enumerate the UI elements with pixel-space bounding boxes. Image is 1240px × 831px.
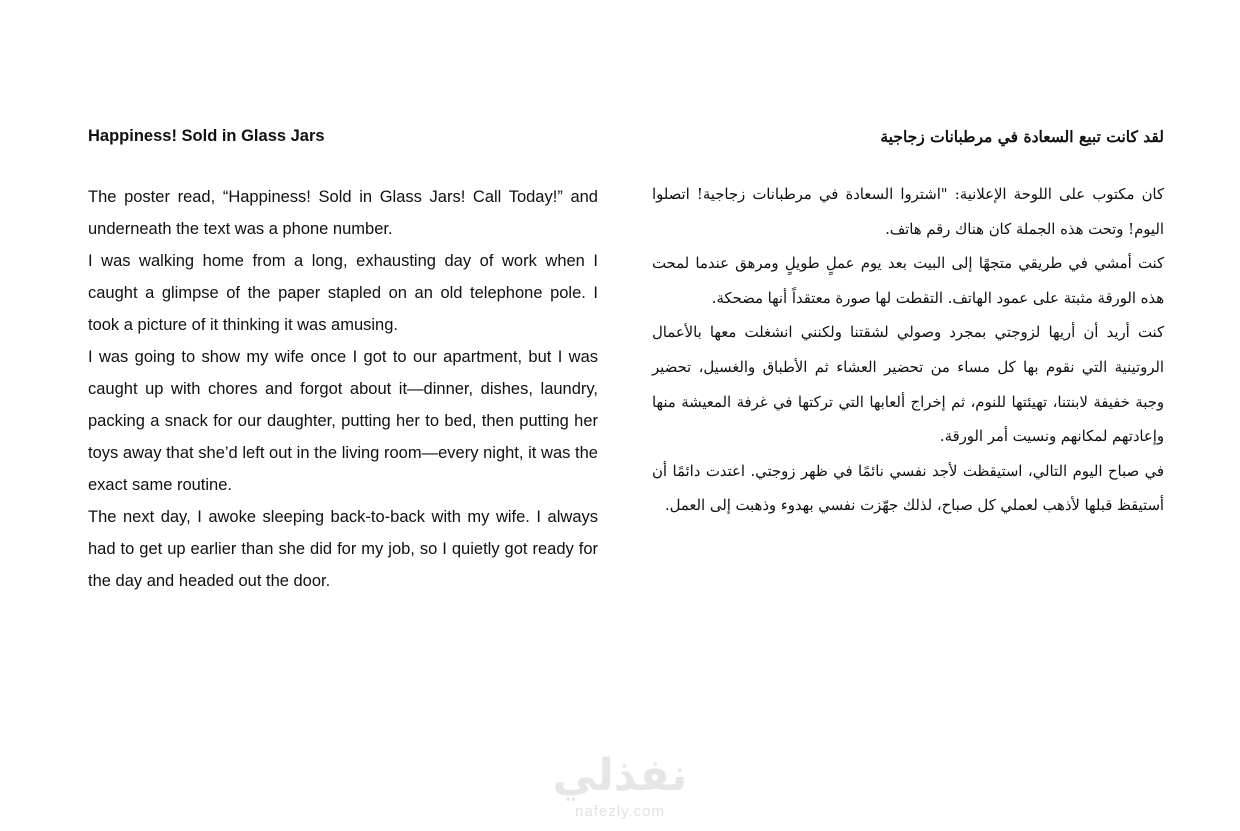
watermark-logo <box>520 748 720 830</box>
english-paragraph-3: I was going to show my wife once I got to our apartment, but I was caught up with chores and forgot about it—dinner, dishes, laundry, packing a snack for our daughter, putting her to bed, then putting her toys away that she’d left out in the living room—every night, it was the exact same routine. <box>88 348 598 494</box>
english-paragraph-1: The poster read, “Happiness! Sold in Glass Jars! Call Today!” and underneath the text was a phone number. <box>88 188 598 238</box>
watermark-arabic: نفذلي <box>552 750 688 801</box>
english-title: Happiness! Sold in Glass Jars <box>88 127 325 145</box>
arabic-column <box>652 124 1164 524</box>
arabic-title: لقد كانت تبيع السعادة في مرطبانات زجاجية <box>880 127 1164 146</box>
arabic-paragraph-1: كان مكتوب على اللوحة الإعلانية: "اشتروا السعادة في مرطبانات زجاجية! اتصلوا اليوم! وتحت هذه الجملة كان هناك رقم هاتف. <box>652 186 1164 238</box>
english-paragraph-2: I was walking home from a long, exhausting day of work when I caught a glimpse of the paper stapled on an old telephone pole. I took a picture of it thinking it was amusing. <box>88 252 598 334</box>
arabic-paragraph-3: كنت أريد أن أريها لزوجتي بمجرد وصولي لشقتنا ولكنني انشغلت معها بالأعمال الروتينية التي نقوم بها كل مساء من تحضير العشاء ثم الأطباق والغسيل، تحضير وجبة خفيفة لابنتنا، تهيئتها للنوم، ثم إخراج ألعابها التي تركتها في غرفة المعيشة منها وإعادتهم لمكانهم ونسيت أمر الورقة. <box>652 324 1164 446</box>
arabic-paragraph-4: في صباح اليوم التالي، استيقظت لأجد نفسي نائمًا في ظهر زوجتي. اعتدت دائمًا أن أستيقظ قبلها لأذهب لعملي كل صباح، لذلك جهّزت نفسي بهدوء وذهبت إلى العمل. <box>652 462 1164 515</box>
arabic-paragraph-2: كنت أمشي في طريقي متجهًا إلى البيت بعد يوم عملٍ طويلٍ ومرهق عندما لمحت هذه الورقة مثبتة على عمود الهاتف. التقطت لها صورة معتقداً أنها مضحكة. <box>652 255 1164 307</box>
english-column <box>88 124 598 597</box>
english-paragraph-4: The next day, I awoke sleeping back-to-back with my wife. I always had to get up earlier than she did for my job, so I quietly got ready for the day and headed out the door. <box>88 508 598 590</box>
watermark-latin: nafezly.com <box>575 803 665 820</box>
